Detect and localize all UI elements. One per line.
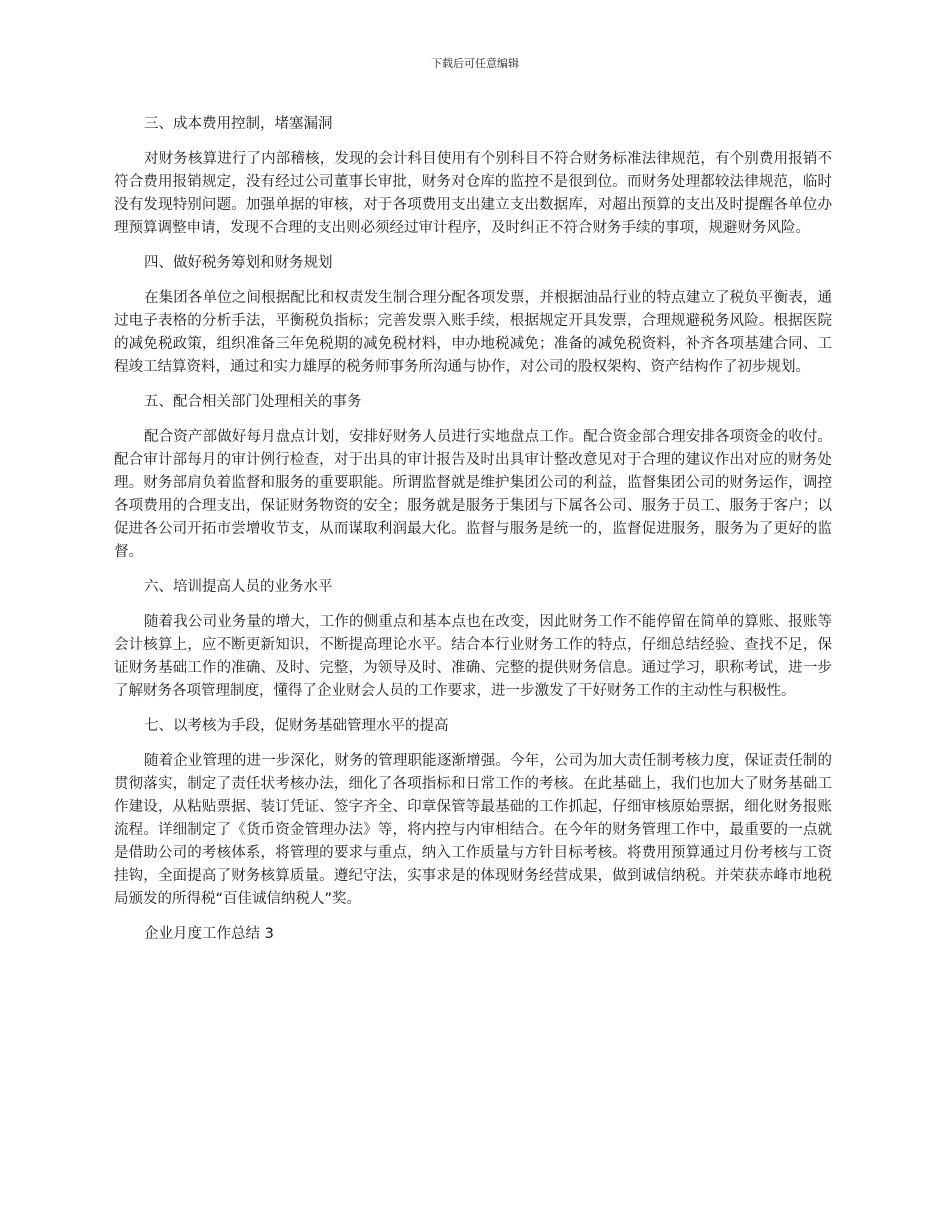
- section-body-5: 配合资产部做好每月盘点计划，安排好财务人员进行实地盘点工作。配合资金部合理安排各项资金的收付。配合审计部每月的审计例行检查，对于出具的审计报告及时出具审计整改意见对于合理的建议作出对应的财务处理。财务部肩负着监督和服务的重要职能。所谓监督就是维护集团公司的利益，监督集团公司的财务运作，调控各项费用的合理支出，保证财务物资的安全；服务就是服务于集团与下属各公司、服务于员工、服务于客户；以促进各公司开拓市尝增收节支，从而谋取利润最大化。监督与服务是统一的，监督促进服务，服务为了更好的监督。: [114, 429, 832, 560]
- section-heading-7: 七、以考核为手段，促财务基础管理水平的提高: [144, 718, 449, 734]
- section-body-3: 对财务核算进行了内部稽核，发现的会计科目使用有个别科目不符合财务标准法律规范，有个别费用报销不符合费用报销规定，没有经过公司董事长审批，财务对仓库的监控不是很到位。而财务处理都较法律规范，临时没有发现特别问题。加强单据的审核，对于各项费用支出建立支出数据库，对超出预算的支出及时提醒各单位办理预算调整申请，发现不合理的支出则必须经过审计程序，及时纠正不符合财务手续的事项，规避财务风险。: [114, 151, 832, 236]
- section-body-6: 随着我公司业务量的增大，工作的侧重点和基本点也在改变，因此财务工作不能停留在简单的算账、报账等会计核算上，应不断更新知识，不断提高理论水平。结合本行业财务工作的特点，仔细总结经验、查找不足，保证财务基础工作的准确、及时、完整，为领导及时、准确、完整的提供财务信息。通过学习，职称考试，进一步了解财务各项管理制度，懂得了企业财会人员的工作要求，进一步激发了干好财务工作的主动性与积极性。: [114, 614, 832, 699]
- section-heading-6: 六、培训提高人员的业务水平: [144, 579, 333, 595]
- section-body-4: 在集团各单位之间根据配比和权责发生制合理分配各项发票，并根据油品行业的特点建立了税负平衡表，通过电子表格的分析手法，平衡税负指标；完善发票入账手续，根据规定开具发票，合理规避税务风险。根据医院的减免税政策，组织准备三年免税期的减免税材料，申办地税减免；准备的减免税资料，补齐各项基建合同、工程竣工结算资料，通过和实力雄厚的税务师事务所沟通与协作，对公司的股权架构、资产结构作了初步规划。: [114, 290, 832, 375]
- section-heading-4: 四、做好税务筹划和财务规划: [144, 255, 333, 271]
- section-heading-3: 三、成本费用控制，堵塞漏洞: [144, 116, 333, 132]
- section-heading-5: 五、配合相关部门处理相关的事务: [144, 394, 362, 410]
- closing-heading: 企业月度工作总结 3: [144, 926, 274, 942]
- page-header: 下载后可任意编辑: [431, 57, 519, 70]
- section-body-7: 随着企业管理的进一步深化，财务的管理职能逐渐增强。今年，公司为加大责任制考核力度，保证责任制的贯彻落实，制定了责任状考核办法，细化了各项指标和日常工作的考核。在此基础上，我们也加大了财务基础工作建设，从粘贴票据、装订凭证、签字齐全、印章保管等最基础的工作抓起，仔细审核原始票据，细化财务报账流程。详细制定了《货币资金管理办法》等，将内控与内审相结合。在今年的财务管理工作中，最重要的一点就是借助公司的考核体系，将管理的要求与重点，纳入工作质量与方针目标考核。将费用预算通过月份考核与工资挂钩，全面提高了财务核算质量。遵纪守法，实事求是的体现财务经营成果，做到诚信纳税。并荣获赤峰市地税局颁发的所得税“百佳诚信纳税人”奖。: [114, 753, 832, 907]
- document-content: [114, 113, 832, 946]
